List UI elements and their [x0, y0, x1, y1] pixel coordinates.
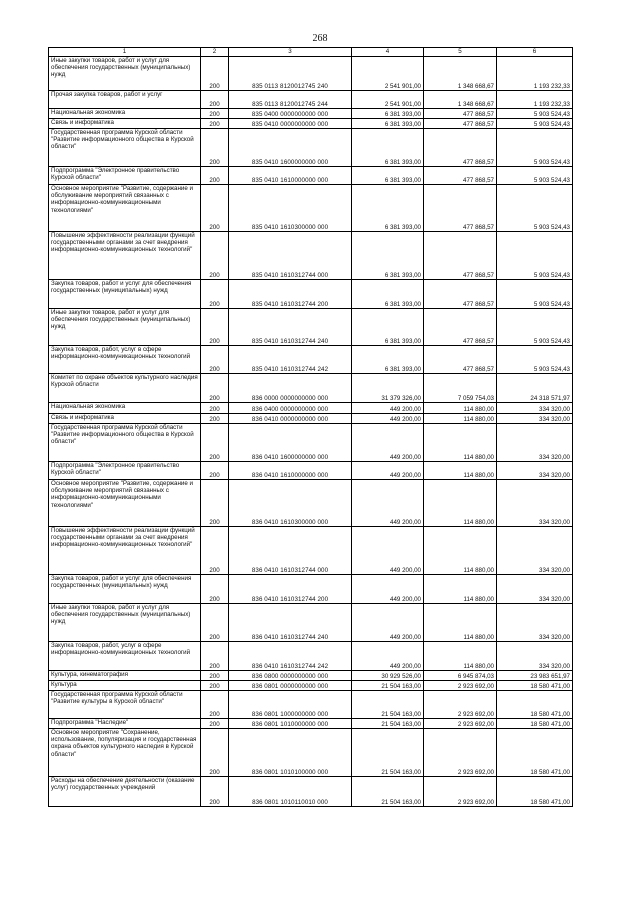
item-group: 200 — [201, 232, 229, 280]
item-value-6: 5 903 524,43 — [497, 185, 573, 232]
item-group: 200 — [201, 414, 229, 424]
table-row — [49, 604, 573, 642]
item-name: Комитет по охране объектов культурного наследия Курской области — [49, 374, 201, 403]
item-value-5: 114 880,00 — [424, 462, 497, 480]
item-group: 200 — [201, 671, 229, 681]
page-number: 268 — [312, 33, 328, 44]
item-code: 835 0410 1610312744 200 — [229, 280, 352, 309]
item-value-5: 2 923 692,00 — [424, 729, 497, 777]
item-code: 835 0410 1610312744 000 — [229, 232, 352, 280]
item-code: 835 0410 1610300000 000 — [229, 185, 352, 232]
item-code: 836 0801 1000000000 000 — [229, 691, 352, 719]
item-value-5: 114 880,00 — [424, 480, 497, 527]
item-value-4: 449 200,00 — [352, 642, 424, 671]
item-value-4: 2 541 901,00 — [352, 57, 424, 91]
item-name: Государственная программа Курской области "Развитие информационного общества в Курской области" — [49, 129, 201, 167]
item-group: 200 — [201, 129, 229, 167]
item-value-4: 31 379 326,00 — [352, 374, 424, 403]
item-value-5: 2 923 692,00 — [424, 691, 497, 719]
item-code: 835 0113 8120012745 240 — [229, 57, 352, 91]
item-group: 200 — [201, 346, 229, 374]
table-row — [49, 691, 573, 719]
item-value-6: 5 903 524,43 — [497, 167, 573, 185]
item-name: Закупка товаров, работ и услуг для обеспечения государственных (муниципальных) нужд — [49, 575, 201, 604]
table-row — [49, 232, 573, 280]
item-value-4: 21 504 163,00 — [352, 729, 424, 777]
item-value-4: 449 200,00 — [352, 424, 424, 462]
item-code: 836 0410 1610300000 000 — [229, 480, 352, 527]
item-value-6: 5 903 524,43 — [497, 309, 573, 346]
item-name: Закупка товаров, работ, услуг в сфере информационно-коммуникационных технологий — [49, 642, 201, 671]
item-value-5: 114 880,00 — [424, 575, 497, 604]
item-value-5: 477 868,57 — [424, 119, 497, 129]
item-value-5: 2 923 692,00 — [424, 777, 497, 807]
item-value-4: 449 200,00 — [352, 403, 424, 414]
item-value-4: 21 504 163,00 — [352, 777, 424, 807]
item-name: Иные закупки товаров, работ и услуг для обеспечения государственных (муниципальных) нужд — [49, 57, 201, 91]
item-value-4: 449 200,00 — [352, 527, 424, 575]
column-header: 6 — [497, 48, 573, 57]
item-name: Национальная экономика — [49, 403, 201, 414]
item-value-4: 6 381 393,00 — [352, 129, 424, 167]
item-value-5: 477 868,57 — [424, 280, 497, 309]
item-value-4: 2 541 901,00 — [352, 91, 424, 109]
item-name: Закупка товаров, работ и услуг для обеспечения государственных (муниципальных) нужд — [49, 280, 201, 309]
item-value-5: 2 923 692,00 — [424, 719, 497, 729]
table-row — [49, 346, 573, 374]
item-value-5: 477 868,57 — [424, 167, 497, 185]
item-code: 835 0113 8120012745 244 — [229, 91, 352, 109]
item-name: Прочая закупка товаров, работ и услуг — [49, 91, 201, 109]
item-value-6: 5 903 524,43 — [497, 119, 573, 129]
item-value-4: 6 381 393,00 — [352, 109, 424, 119]
item-value-6: 18 580 471,00 — [497, 729, 573, 777]
item-name: Национальная экономика — [49, 109, 201, 119]
item-value-6: 334 320,00 — [497, 642, 573, 671]
table-row — [49, 480, 573, 527]
table-row — [49, 57, 573, 91]
item-code: 836 0801 0000000000 000 — [229, 681, 352, 691]
item-value-5: 114 880,00 — [424, 424, 497, 462]
item-group: 200 — [201, 119, 229, 129]
item-group: 200 — [201, 719, 229, 729]
column-header: 3 — [229, 48, 352, 57]
item-name: Государственная программа Курской области "Развитие культуры в Курской области" — [49, 691, 201, 719]
item-value-5: 477 868,57 — [424, 309, 497, 346]
item-code: 836 0410 1600000000 000 — [229, 424, 352, 462]
item-code: 836 0410 1610000000 000 — [229, 462, 352, 480]
item-value-5: 114 880,00 — [424, 527, 497, 575]
item-name: Подпрограмма "Электронное правительство Курской области" — [49, 167, 201, 185]
item-name: Культура — [49, 681, 201, 691]
item-value-5: 114 880,00 — [424, 642, 497, 671]
item-value-5: 7 059 754,03 — [424, 374, 497, 403]
item-name: Расходы на обеспечение деятельности (оказание услуг) государственных учреждений — [49, 777, 201, 807]
item-group: 200 — [201, 309, 229, 346]
item-group: 200 — [201, 167, 229, 185]
table-row — [49, 129, 573, 167]
table-row — [49, 719, 573, 729]
table-body — [49, 57, 573, 807]
item-group: 200 — [201, 109, 229, 119]
item-group: 200 — [201, 729, 229, 777]
item-group: 200 — [201, 280, 229, 309]
item-value-4: 449 200,00 — [352, 575, 424, 604]
item-value-5: 2 923 692,00 — [424, 681, 497, 691]
item-group: 200 — [201, 91, 229, 109]
item-name: Иные закупки товаров, работ и услуг для обеспечения государственных (муниципальных) нужд — [49, 604, 201, 642]
item-value-6: 5 903 524,43 — [497, 129, 573, 167]
item-value-4: 6 381 393,00 — [352, 232, 424, 280]
item-value-6: 18 580 471,00 — [497, 691, 573, 719]
item-value-4: 6 381 393,00 — [352, 346, 424, 374]
item-value-4: 449 200,00 — [352, 604, 424, 642]
item-value-6: 334 320,00 — [497, 575, 573, 604]
item-group: 200 — [201, 527, 229, 575]
item-value-6: 5 903 524,43 — [497, 346, 573, 374]
item-value-4: 30 929 526,00 — [352, 671, 424, 681]
item-name: Закупка товаров, работ, услуг в сфере информационно-коммуникационных технологий — [49, 346, 201, 374]
item-value-4: 6 381 393,00 — [352, 309, 424, 346]
item-code: 836 0410 1610312744 240 — [229, 604, 352, 642]
column-header: 5 — [424, 48, 497, 57]
table-row — [49, 374, 573, 403]
item-value-5: 477 868,57 — [424, 232, 497, 280]
item-value-6: 18 580 471,00 — [497, 681, 573, 691]
item-code: 836 0000 0000000000 000 — [229, 374, 352, 403]
item-value-6: 334 320,00 — [497, 527, 573, 575]
item-name: Основное мероприятие "Развитие, содержание и обслуживание мероприятий связанных с информационно-коммуникационными технологиями" — [49, 480, 201, 527]
item-value-6: 334 320,00 — [497, 424, 573, 462]
item-code: 836 0400 0000000000 000 — [229, 403, 352, 414]
item-value-5: 1 348 668,67 — [424, 91, 497, 109]
item-code: 836 0800 0000000000 000 — [229, 671, 352, 681]
item-code: 836 0801 1010100000 000 — [229, 729, 352, 777]
table-row — [49, 119, 573, 129]
item-value-6: 334 320,00 — [497, 414, 573, 424]
item-value-6: 334 320,00 — [497, 403, 573, 414]
item-value-6: 334 320,00 — [497, 462, 573, 480]
column-header: 1 — [49, 48, 201, 57]
item-name: Культура, кинематография — [49, 671, 201, 681]
item-value-6: 5 903 524,43 — [497, 109, 573, 119]
item-value-5: 477 868,57 — [424, 185, 497, 232]
item-value-6: 18 580 471,00 — [497, 719, 573, 729]
item-name: Связь и информатика — [49, 119, 201, 129]
item-value-6: 5 903 524,43 — [497, 232, 573, 280]
budget-table — [48, 47, 573, 807]
item-group: 200 — [201, 185, 229, 232]
item-name: Основное мероприятие "Сохранение, использование, популяризация и государственная охрана объектов культурного наследия в Курской области" — [49, 729, 201, 777]
item-value-5: 114 880,00 — [424, 414, 497, 424]
item-code: 835 0410 1610312744 242 — [229, 346, 352, 374]
item-value-5: 114 880,00 — [424, 604, 497, 642]
table-row — [49, 414, 573, 424]
item-value-4: 6 381 393,00 — [352, 280, 424, 309]
table-row — [49, 91, 573, 109]
item-value-6: 24 318 571,97 — [497, 374, 573, 403]
table-row — [49, 729, 573, 777]
item-code: 836 0801 1010110010 000 — [229, 777, 352, 807]
item-value-6: 23 983 651,97 — [497, 671, 573, 681]
item-value-4: 449 200,00 — [352, 480, 424, 527]
item-name: Повышение эффективности реализации функций государственными органами за счет внедрения информационно-коммуникационных технологий" — [49, 527, 201, 575]
item-value-5: 477 868,57 — [424, 129, 497, 167]
item-code: 836 0410 1610312744 200 — [229, 575, 352, 604]
item-value-4: 21 504 163,00 — [352, 719, 424, 729]
table-row — [49, 462, 573, 480]
item-group: 200 — [201, 424, 229, 462]
item-group: 200 — [201, 462, 229, 480]
item-group: 200 — [201, 777, 229, 807]
column-header: 2 — [201, 48, 229, 57]
item-code: 836 0801 1010000000 000 — [229, 719, 352, 729]
item-value-6: 1 193 232,33 — [497, 57, 573, 91]
item-value-6: 1 193 232,33 — [497, 91, 573, 109]
item-value-4: 6 381 393,00 — [352, 119, 424, 129]
item-name: Подпрограмма "Наследие" — [49, 719, 201, 729]
item-name: Повышение эффективности реализации функций государственными органами за счет внедрения информационно-коммуникационных технологий" — [49, 232, 201, 280]
item-value-6: 334 320,00 — [497, 604, 573, 642]
item-code: 835 0410 0000000000 000 — [229, 119, 352, 129]
item-value-6: 18 580 471,00 — [497, 777, 573, 807]
table-row — [49, 167, 573, 185]
column-header: 4 — [352, 48, 424, 57]
item-name: Основное мероприятие "Развитие, содержание и обслуживание мероприятий связанных с информационно-коммуникационными технологиями" — [49, 185, 201, 232]
item-group: 200 — [201, 604, 229, 642]
item-group: 200 — [201, 57, 229, 91]
table-row — [49, 280, 573, 309]
item-code: 836 0410 1610312744 000 — [229, 527, 352, 575]
item-value-5: 477 868,57 — [424, 346, 497, 374]
table-row — [49, 681, 573, 691]
table-row — [49, 527, 573, 575]
table-row — [49, 309, 573, 346]
item-value-5: 477 868,57 — [424, 109, 497, 119]
item-code: 835 0410 1610000000 000 — [229, 167, 352, 185]
item-code: 835 0400 0000000000 000 — [229, 109, 352, 119]
item-value-4: 449 200,00 — [352, 462, 424, 480]
item-value-6: 5 903 524,43 — [497, 280, 573, 309]
table-row — [49, 424, 573, 462]
table-row — [49, 109, 573, 119]
item-value-5: 6 945 874,03 — [424, 671, 497, 681]
item-code: 836 0410 0000000000 000 — [229, 414, 352, 424]
item-value-4: 21 504 163,00 — [352, 681, 424, 691]
table-row — [49, 671, 573, 681]
item-name: Иные закупки товаров, работ и услуг для обеспечения государственных (муниципальных) нужд — [49, 309, 201, 346]
item-value-4: 6 381 393,00 — [352, 167, 424, 185]
item-value-4: 21 504 163,00 — [352, 691, 424, 719]
header-row — [49, 48, 573, 57]
item-group: 200 — [201, 480, 229, 527]
item-value-5: 1 348 668,67 — [424, 57, 497, 91]
item-name: Подпрограмма "Электронное правительство Курской области" — [49, 462, 201, 480]
item-code: 835 0410 1610312744 240 — [229, 309, 352, 346]
item-value-6: 334 320,00 — [497, 480, 573, 527]
item-group: 200 — [201, 575, 229, 604]
item-group: 200 — [201, 642, 229, 671]
table-row — [49, 777, 573, 807]
item-value-4: 6 381 393,00 — [352, 185, 424, 232]
table-row — [49, 642, 573, 671]
item-group: 200 — [201, 691, 229, 719]
item-value-5: 114 880,00 — [424, 403, 497, 414]
item-group: 200 — [201, 374, 229, 403]
item-name: Государственная программа Курской области "Развитие информационного общества в Курской области" — [49, 424, 201, 462]
table-row — [49, 185, 573, 232]
item-group: 200 — [201, 403, 229, 414]
table-row — [49, 575, 573, 604]
item-value-4: 449 200,00 — [352, 414, 424, 424]
item-code: 836 0410 1610312744 242 — [229, 642, 352, 671]
table-row — [49, 403, 573, 414]
table-header — [49, 48, 573, 57]
item-group: 200 — [201, 681, 229, 691]
item-code: 835 0410 1600000000 000 — [229, 129, 352, 167]
item-name: Связь и информатика — [49, 414, 201, 424]
